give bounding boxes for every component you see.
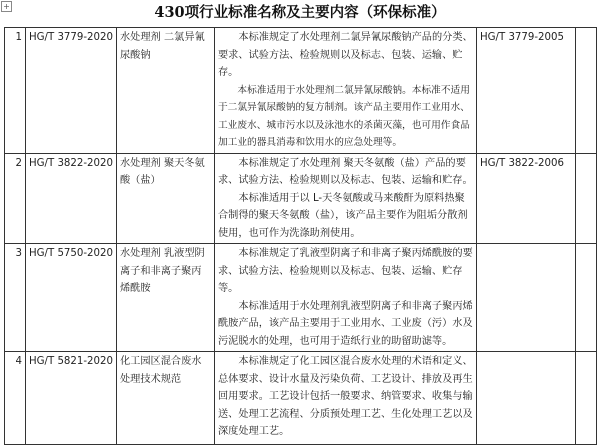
content-paragraph: 本标准规定了水处理剂二氯异氰尿酸钠产品的分类、要求、试验方法、检验规则以及标志、包装、运输、贮存。 <box>218 32 473 78</box>
row-index: 1 <box>5 28 26 154</box>
content-paragraph: 本标准规定了乳液型阴离子和非离子聚丙烯酰胺的要求、试验方法、检验规则以及标志、包装、运输、贮存等。 <box>218 248 473 294</box>
standard-content <box>215 352 477 445</box>
standard-code: HG/T 3779-2020 <box>26 28 117 154</box>
replaced-standard <box>477 352 576 445</box>
table-row <box>5 28 597 154</box>
table-move-handle-icon[interactable]: + <box>1 1 12 12</box>
standard-content <box>215 28 477 154</box>
standard-code: HG/T 3822-2020 <box>26 153 117 244</box>
standard-name: 化工园区混合废水处理技术规范 <box>117 352 215 445</box>
content-paragraph: 本标准适用于水处理剂二氯异氰尿酸钠。本标准不适用于二氯异氰尿酸钠的复方制剂。该产品主要用作工业用水、工业废水、城市污水以及泳池水的杀菌灭藻，也可用作食品加工业的器具消毒和饮用水的应急处理等。 <box>218 84 470 148</box>
table-row <box>5 244 597 352</box>
row-index: 2 <box>5 153 26 244</box>
replaced-standard <box>477 244 576 352</box>
row-index: 3 <box>5 244 26 352</box>
empty-cell <box>576 352 597 445</box>
row-index: 4 <box>5 352 26 445</box>
content-paragraph: 本标准适用于以 L-天冬氨酸或马来酸酐为原料热聚合制得的聚天冬氨酸（盐），该产品主要作为阻垢分散剂使用，也可作为洗涤助剂使用。 <box>218 192 468 239</box>
replaced-standard: HG/T 3822-2006 <box>477 153 576 244</box>
page-title: 430项行业标准名称及主要内容（环保标准） <box>154 4 446 21</box>
content-paragraph: 本标准规定了化工园区混合废水处理的术语和定义、总体要求、设计水量及污染负荷、工艺设计、排放及再生回用要求。工艺设计包括一般要求、纳管要求、收集与输送、处理工艺流程、分质预处理工艺、生化处理工艺以及深度处理工艺。 <box>218 356 473 437</box>
standard-code: HG/T 5821-2020 <box>26 352 117 445</box>
empty-cell <box>576 28 597 154</box>
standard-content <box>215 153 477 244</box>
standard-content <box>215 244 477 352</box>
empty-cell <box>576 244 597 352</box>
replaced-standard: HG/T 3779-2005 <box>477 28 576 154</box>
content-paragraph: 本标准适用于水处理剂乳液型阴离子和非离子聚丙烯酰胺产品，该产品主要用于工业用水、工业废（污）水及污泥脱水的处理，也可用于造纸行业的助留助滤等。 <box>218 300 473 347</box>
standard-name: 水处理剂 乳液型阴离子和非离子聚丙烯酰胺 <box>117 244 215 352</box>
table-row <box>5 153 597 244</box>
standard-name: 水处理剂 聚天冬氨酸（盐） <box>117 153 215 244</box>
standard-name: 水处理剂 二氯异氰尿酸钠 <box>117 28 215 154</box>
table-row <box>5 352 597 445</box>
standards-table <box>4 27 597 445</box>
standard-code: HG/T 5750-2020 <box>26 244 117 352</box>
content-paragraph: 本标准规定了水处理剂 聚天冬氨酸（盐）产品的要求、试验方法、检验规则以及标志、包装、运输和贮存。 <box>218 157 473 186</box>
empty-cell <box>576 153 597 244</box>
